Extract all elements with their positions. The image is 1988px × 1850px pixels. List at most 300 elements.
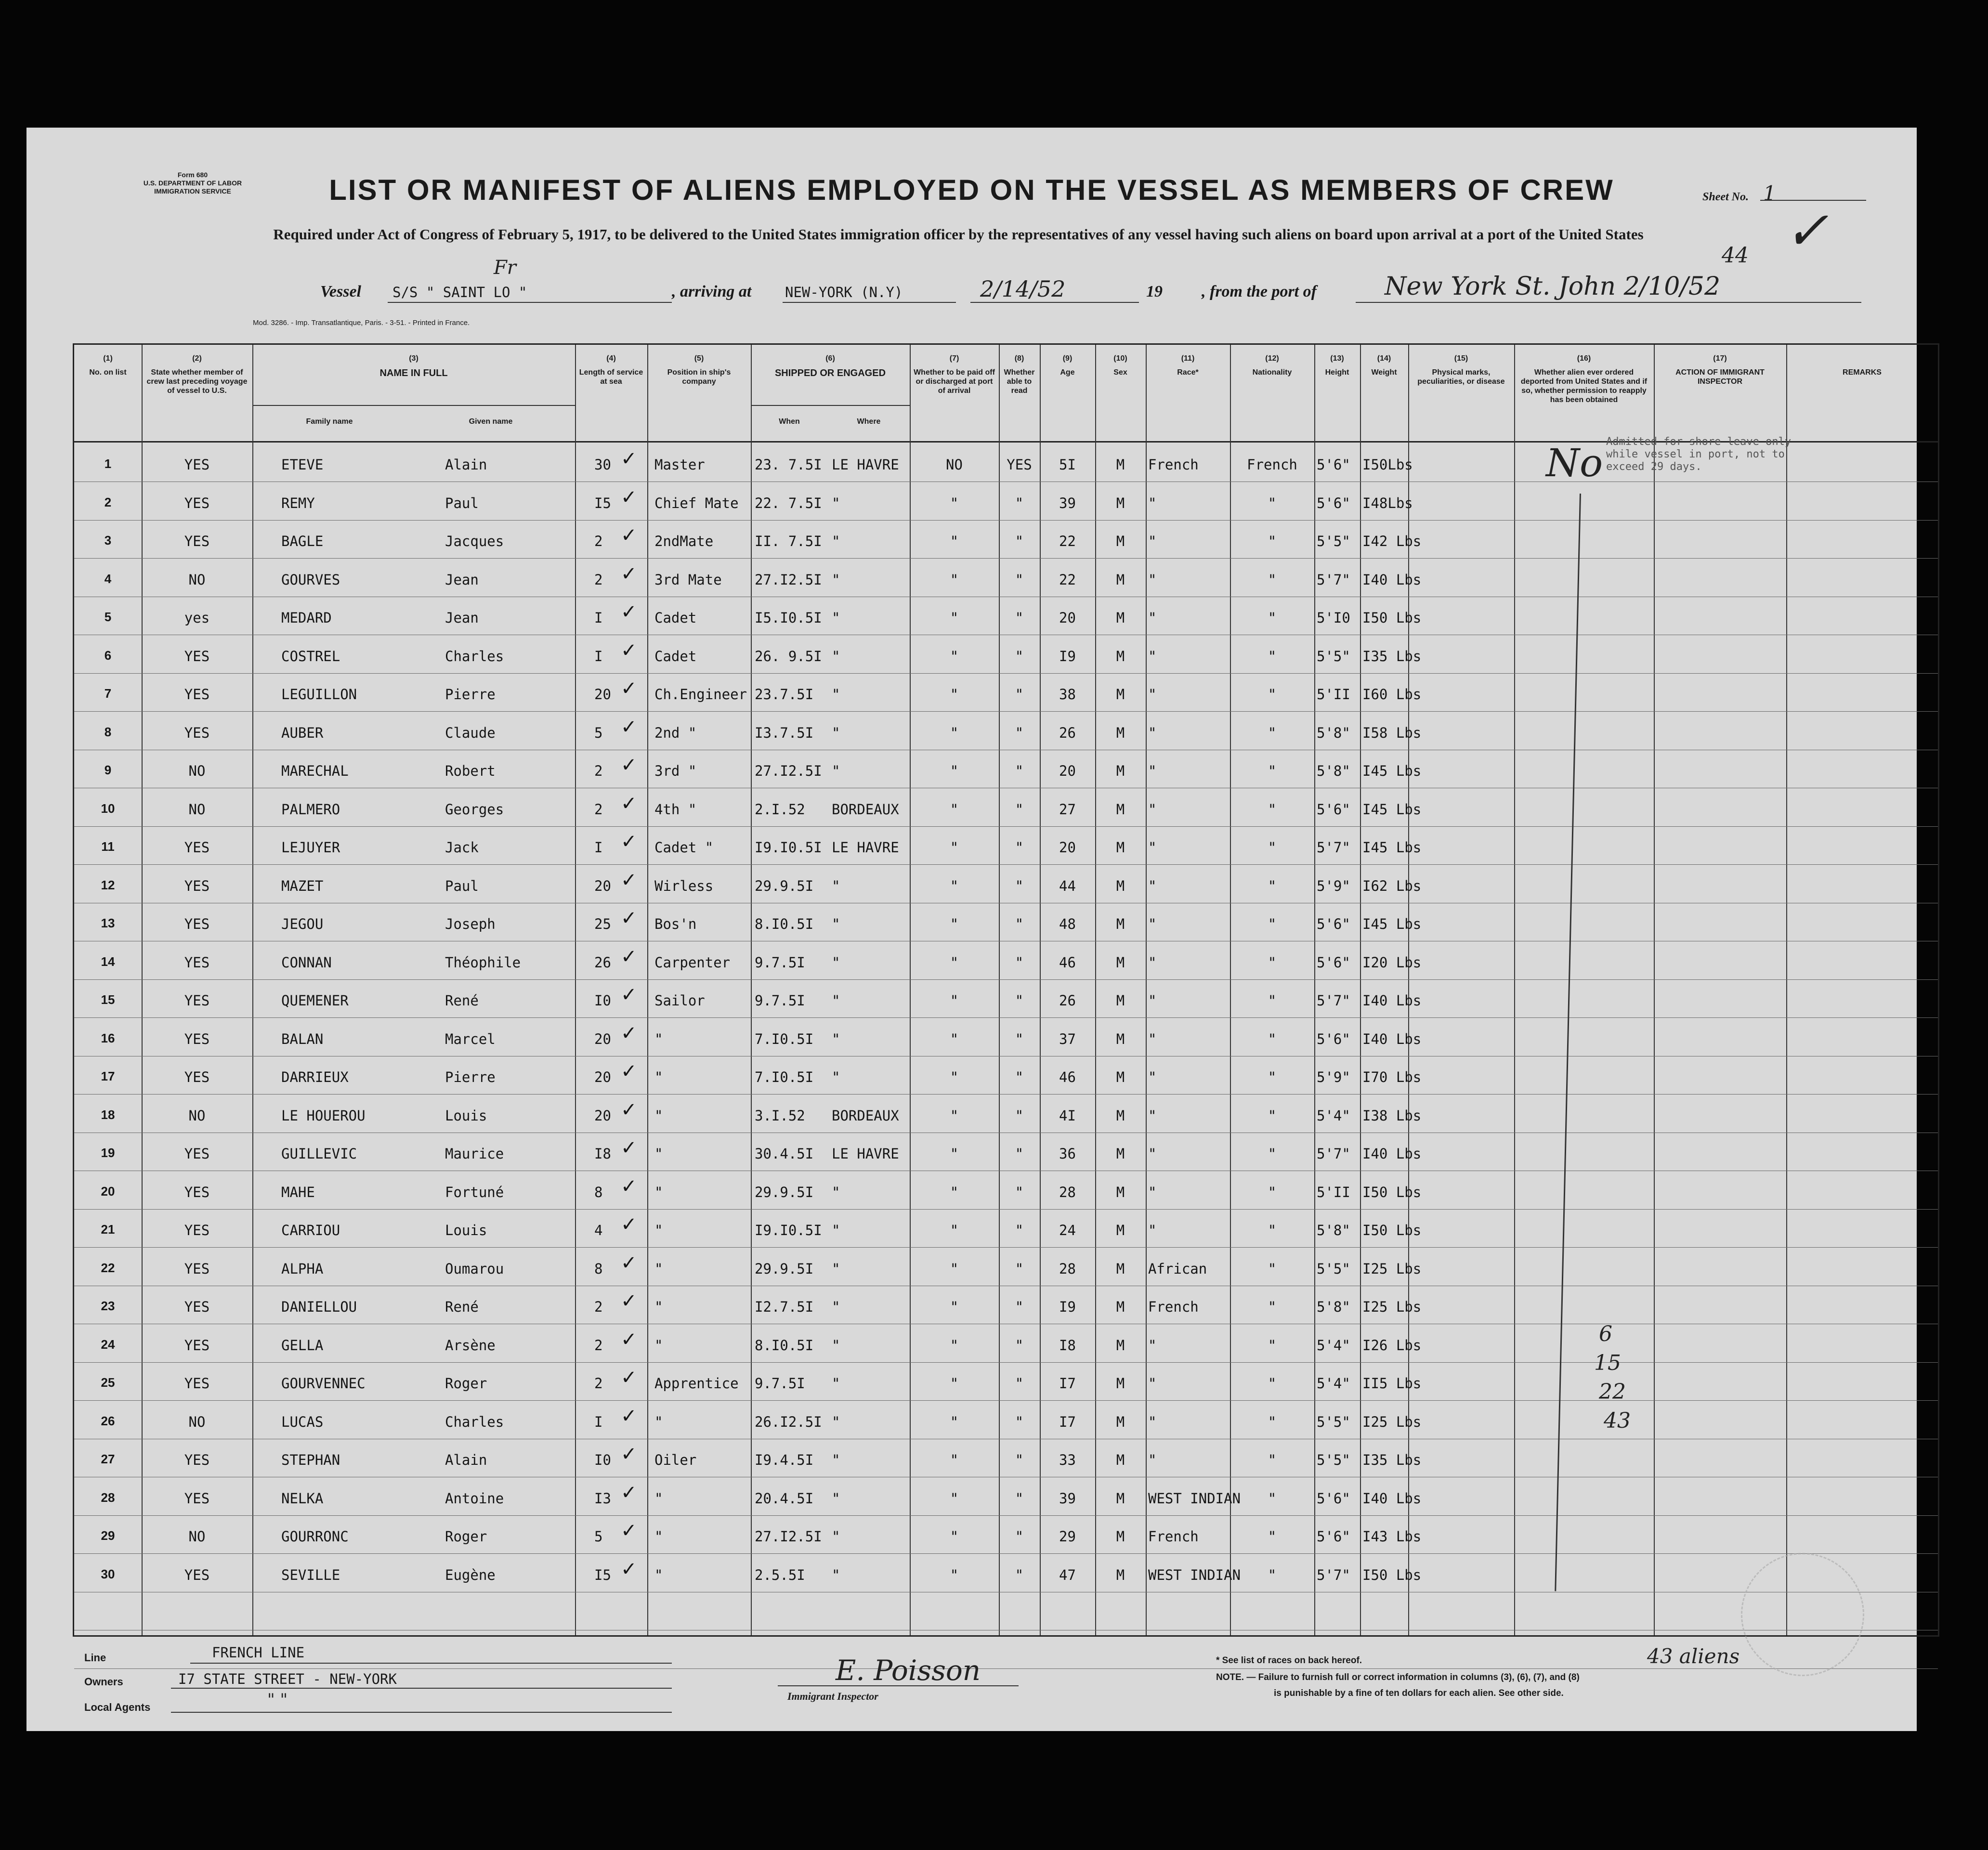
- cell-age: 20: [1059, 610, 1076, 626]
- cell-family: DANIELLOU: [281, 1299, 357, 1315]
- cell-where: ": [832, 724, 840, 741]
- cell-position: Apprentice: [654, 1375, 739, 1392]
- vessel-label: Vessel: [320, 283, 361, 300]
- cell-given: Antoine: [445, 1490, 504, 1507]
- cell-no: 21: [101, 1222, 115, 1237]
- tally-3: 22: [1599, 1380, 1626, 1404]
- cell-prev: NO: [188, 801, 206, 818]
- cell-height: 5'6": [1317, 916, 1350, 932]
- cell-age: 22: [1059, 571, 1076, 588]
- cell-position: Oiler: [654, 1452, 697, 1468]
- cell-no: 5: [104, 610, 112, 624]
- cell-nat: ": [1268, 1413, 1277, 1430]
- cell-family: GUILLEVIC: [281, 1146, 357, 1162]
- remarks-note: Admitted for shore leave only while vessel in port, not to exceed 29 days.: [1606, 436, 1792, 473]
- cell-age: 28: [1059, 1260, 1076, 1277]
- cell-service: 5: [594, 1528, 603, 1545]
- cell-where: ": [832, 954, 840, 971]
- column-number: (16): [1577, 354, 1591, 363]
- cell-weight: I25 Lbs: [1362, 1260, 1422, 1277]
- cell-paid: ": [950, 686, 959, 703]
- cell-race: ": [1148, 1107, 1157, 1124]
- cell-prev: YES: [184, 495, 210, 511]
- cell-prev: yes: [184, 610, 210, 626]
- cell-paid: ": [950, 1107, 959, 1124]
- cell-no: 9: [104, 763, 112, 777]
- cell-race: ": [1148, 877, 1157, 894]
- cell-race: ": [1148, 992, 1157, 1009]
- cell-when: 27.I2.5I: [755, 571, 822, 588]
- cell-nat: ": [1268, 763, 1277, 779]
- cell-given: Paul: [445, 877, 479, 894]
- cell-when: II. 7.5I: [755, 533, 822, 549]
- subtitle: Required under Act of Congress of February 5, 1917, to be delivered to the United States immigration officer by the representatives of any vessel having such aliens on board upon arrival at a port of the United States: [273, 226, 1644, 243]
- cell-family: NELKA: [281, 1490, 324, 1507]
- cell-position: Ch.Engineer: [654, 686, 747, 703]
- cell-service: I: [594, 1413, 603, 1430]
- row-rule: [74, 1515, 1938, 1516]
- column-divider: [252, 345, 253, 1635]
- cell-no: 2: [104, 495, 112, 509]
- cell-service: 25: [594, 916, 611, 932]
- check-mark: ✓: [621, 448, 637, 470]
- cell-sex: M: [1116, 686, 1125, 703]
- aliens-total: 43 aliens: [1647, 1644, 1740, 1668]
- cell-prev: YES: [184, 648, 210, 664]
- column-number: (5): [694, 354, 704, 363]
- cell-age: I9: [1059, 1299, 1076, 1315]
- cell-service: I8: [594, 1146, 611, 1162]
- cell-when: 8.I0.5I: [755, 1337, 814, 1354]
- cell-service: I: [594, 839, 603, 856]
- cell-position: 4th ": [654, 801, 697, 818]
- cell-sex: M: [1116, 1452, 1125, 1468]
- column-header: Weight: [1371, 368, 1397, 377]
- cell-position: ": [654, 1260, 663, 1277]
- cell-race: ": [1148, 724, 1157, 741]
- column-number: (6): [825, 354, 835, 363]
- cell-prev: YES: [184, 456, 210, 473]
- cell-service: 20: [594, 686, 611, 703]
- owners-underline: [171, 1688, 672, 1689]
- cell-service: 5: [594, 724, 603, 741]
- line-value: FRENCH LINE: [212, 1644, 305, 1661]
- cell-no: 29: [101, 1528, 115, 1543]
- cell-race: French: [1148, 456, 1199, 473]
- sheet-number: [1702, 182, 1776, 205]
- column-header: NAME IN FULL: [379, 368, 448, 378]
- cell-read: ": [1015, 1528, 1024, 1545]
- check-mark: ✓: [621, 639, 637, 662]
- cell-given: Pierre: [445, 686, 496, 703]
- cell-where: ": [832, 763, 840, 779]
- cell-weight: I25 Lbs: [1362, 1413, 1422, 1430]
- cell-height: 5'4": [1317, 1107, 1350, 1124]
- column-header: Whether alien ever ordered deported from United States and if so, whether permission to reapply has been obtained: [1520, 368, 1648, 404]
- cell-nat: ": [1268, 1146, 1277, 1162]
- cell-when: 9.7.5I: [755, 992, 805, 1009]
- cell-position: ": [654, 1490, 663, 1507]
- check-mark: ✓: [621, 562, 637, 585]
- cell-paid: ": [950, 1566, 959, 1583]
- row-rule: [74, 1400, 1938, 1401]
- cell-paid: ": [950, 1413, 959, 1430]
- cell-sex: M: [1116, 495, 1125, 511]
- cell-read: ": [1015, 1184, 1024, 1200]
- column-divider: [1146, 345, 1147, 1635]
- cell-when: 22. 7.5I: [755, 495, 822, 511]
- cell-age: 37: [1059, 1030, 1076, 1047]
- cell-where: ": [832, 1184, 840, 1200]
- cell-height: 5'4": [1317, 1375, 1350, 1392]
- cell-no: 13: [101, 916, 115, 930]
- cell-prev: YES: [184, 1452, 210, 1468]
- cell-when: 23. 7.5I: [755, 456, 822, 473]
- tally-4: 43: [1604, 1408, 1631, 1433]
- cell-nat: ": [1268, 801, 1277, 818]
- cell-family: LUCAS: [281, 1413, 324, 1430]
- check-mark: ✓: [621, 1558, 637, 1580]
- cell-position: ": [654, 1566, 663, 1583]
- cell-no: 30: [101, 1566, 115, 1581]
- cell-read: ": [1015, 763, 1024, 779]
- cell-service: 20: [594, 1030, 611, 1047]
- service-name: IMMIGRATION SERVICE: [154, 187, 231, 195]
- column-divider: [647, 345, 648, 1635]
- cell-weight: I38 Lbs: [1362, 1107, 1422, 1124]
- cell-prev: YES: [184, 533, 210, 549]
- cell-where: BORDEAUX: [832, 801, 899, 818]
- check-mark: ✓: [621, 1367, 637, 1389]
- cell-height: 5'7": [1317, 992, 1350, 1009]
- column-number: (10): [1113, 354, 1127, 363]
- cell-prev: YES: [184, 1146, 210, 1162]
- cell-no: 11: [101, 839, 115, 854]
- cell-position: ": [654, 1337, 663, 1354]
- cell-race: ": [1148, 1375, 1157, 1392]
- cell-given: Alain: [445, 1452, 487, 1468]
- column-number: (8): [1014, 354, 1024, 363]
- row-rule: [74, 1553, 1938, 1554]
- check-mark: ✓: [621, 1443, 637, 1465]
- cell-prev: YES: [184, 1222, 210, 1238]
- cell-paid: ": [950, 1146, 959, 1162]
- tally-2: 15: [1594, 1351, 1621, 1375]
- cell-no: 3: [104, 533, 112, 547]
- check-mark: ✓: [621, 831, 637, 853]
- cell-paid: ": [950, 1375, 959, 1392]
- column-header: SHIPPED OR ENGAGED: [774, 368, 886, 378]
- cell-prev: NO: [188, 1107, 206, 1124]
- cell-race: ": [1148, 1337, 1157, 1354]
- cell-where: ": [832, 916, 840, 932]
- cell-paid: ": [950, 877, 959, 894]
- cell-read: ": [1015, 610, 1024, 626]
- cell-no: 23: [101, 1299, 115, 1313]
- cell-sex: M: [1116, 763, 1125, 779]
- cell-race: ": [1148, 648, 1157, 664]
- cell-height: 5'5": [1317, 1413, 1350, 1430]
- cell-family: GOURRONC: [281, 1528, 349, 1545]
- cell-family: AUBER: [281, 724, 324, 741]
- cell-where: ": [832, 1413, 840, 1430]
- cell-read: ": [1015, 648, 1024, 664]
- cell-race: French: [1148, 1299, 1199, 1315]
- manifest-sheet: [26, 128, 1917, 1731]
- cell-read: ": [1015, 1566, 1024, 1583]
- tally-1: 6: [1599, 1322, 1612, 1346]
- column-header: ACTION OF IMMIGRANT INSPECTOR: [1675, 368, 1765, 386]
- cell-no: 14: [101, 954, 115, 969]
- cell-race: ": [1148, 916, 1157, 932]
- arriving-value: NEW-YORK (N.Y): [785, 284, 903, 300]
- cell-read: ": [1015, 839, 1024, 856]
- cell-given: Marcel: [445, 1030, 496, 1047]
- cell-family: LEJUYER: [281, 839, 340, 856]
- cell-age: 28: [1059, 1184, 1076, 1200]
- cell-nat: ": [1268, 533, 1277, 549]
- cell-service: I: [594, 610, 603, 626]
- cell-no: 28: [101, 1490, 115, 1505]
- cell-age: 4I: [1059, 1107, 1076, 1124]
- cell-height: 5'6": [1317, 495, 1350, 511]
- cell-where: ": [832, 1566, 840, 1583]
- cell-family: MAZET: [281, 877, 324, 894]
- cell-family: COSTREL: [281, 648, 340, 664]
- cell-given: Théophile: [445, 954, 521, 971]
- cell-given: Robert: [445, 763, 496, 779]
- cell-read: ": [1015, 916, 1024, 932]
- cell-when: 30.4.5I: [755, 1146, 814, 1162]
- cell-sex: M: [1116, 724, 1125, 741]
- row-rule: [74, 1247, 1938, 1248]
- cell-family: PALMERO: [281, 801, 340, 818]
- cell-position: Cadet: [654, 648, 697, 664]
- cell-height: 5'8": [1317, 724, 1350, 741]
- cell-read: ": [1015, 1146, 1024, 1162]
- vessel-flag-note: Fr: [494, 257, 516, 279]
- inspector-signature: E. Poisson: [836, 1654, 981, 1687]
- cell-race: French: [1148, 1528, 1199, 1545]
- cell-age: I7: [1059, 1375, 1076, 1392]
- cell-read: ": [1015, 954, 1024, 971]
- cell-where: LE HAVRE: [832, 456, 899, 473]
- cell-height: 5'6": [1317, 954, 1350, 971]
- cell-race: ": [1148, 1413, 1157, 1430]
- column-number: (12): [1265, 354, 1279, 363]
- cell-position: ": [654, 1413, 663, 1430]
- cell-given: Eugène: [445, 1566, 496, 1583]
- cell-weight: I35 Lbs: [1362, 1452, 1422, 1468]
- line-label: Line: [84, 1652, 106, 1664]
- cell-height: 5'I0: [1317, 610, 1350, 626]
- cell-given: Charles: [445, 648, 504, 664]
- cell-sex: M: [1116, 610, 1125, 626]
- cell-family: LE HOUEROU: [281, 1107, 366, 1124]
- cell-age: 29: [1059, 1528, 1076, 1545]
- cell-read: ": [1015, 1337, 1024, 1354]
- vessel-underline: [388, 302, 672, 303]
- cell-family: MAHE: [281, 1184, 315, 1200]
- cell-family: JEGOU: [281, 916, 324, 932]
- cell-nat: ": [1268, 1299, 1277, 1315]
- cell-age: 38: [1059, 686, 1076, 703]
- cell-given: Oumarou: [445, 1260, 504, 1277]
- cell-race: ": [1148, 533, 1157, 549]
- row-rule: [74, 558, 1938, 559]
- column-divider: [1314, 345, 1315, 1635]
- cell-when: 23.7.5I: [755, 686, 814, 703]
- cell-height: 5'9": [1317, 1069, 1350, 1085]
- cell-height: 5'7": [1317, 1146, 1350, 1162]
- from-port-value: New York St. John 2/10/52: [1385, 272, 1721, 301]
- cell-prev: YES: [184, 1375, 210, 1392]
- cell-weight: I50 Lbs: [1362, 1222, 1422, 1238]
- cell-height: 5'6": [1317, 1528, 1350, 1545]
- check-mark: ✓: [621, 524, 637, 547]
- column-number: (1): [103, 354, 113, 363]
- cell-height: 5'6": [1317, 801, 1350, 818]
- column-header: Sex: [1113, 368, 1127, 377]
- cell-position: Master: [654, 456, 705, 473]
- cell-service: 20: [594, 1069, 611, 1085]
- cell-nat: ": [1268, 839, 1277, 856]
- cell-prev: NO: [188, 763, 206, 779]
- cell-family: STEPHAN: [281, 1452, 340, 1468]
- column-header: Nationality: [1252, 368, 1292, 377]
- cell-height: 5'8": [1317, 763, 1350, 779]
- cell-family: MARECHAL: [281, 763, 349, 779]
- row-rule: [74, 1668, 1938, 1669]
- cell-position: Wirless: [654, 877, 714, 894]
- cell-paid: ": [950, 571, 959, 588]
- cell-sex: M: [1116, 916, 1125, 932]
- cell-when: 26. 9.5I: [755, 648, 822, 664]
- cell-paid: ": [950, 610, 959, 626]
- cell-prev: NO: [188, 571, 206, 588]
- cell-read: ": [1015, 533, 1024, 549]
- cell-where: ": [832, 1222, 840, 1238]
- check-mark: ✓: [621, 1481, 637, 1504]
- cell-read: ": [1015, 801, 1024, 818]
- column-header: Race*: [1177, 368, 1199, 377]
- cell-family: GELLA: [281, 1337, 324, 1354]
- cell-given: Arsène: [445, 1337, 496, 1354]
- column-header: Length of service at sea: [579, 368, 643, 386]
- check-mark: ✓: [621, 1251, 637, 1274]
- cell-given: Maurice: [445, 1146, 504, 1162]
- check-mark: ✓: [621, 907, 637, 929]
- cell-race: ": [1148, 610, 1157, 626]
- cell-nat: ": [1268, 1184, 1277, 1200]
- crew-table: [73, 343, 1939, 1637]
- cell-where: LE HAVRE: [832, 1146, 899, 1162]
- cell-read: ": [1015, 724, 1024, 741]
- cell-sex: M: [1116, 839, 1125, 856]
- cell-race: ": [1148, 954, 1157, 971]
- cell-paid: ": [950, 839, 959, 856]
- check-mark: ✓: [621, 1328, 637, 1351]
- cell-position: ": [654, 1528, 663, 1545]
- cell-nat: ": [1268, 1528, 1277, 1545]
- cell-where: LE HAVRE: [832, 839, 899, 856]
- cell-age: 26: [1059, 724, 1076, 741]
- cell-when: 29.9.5I: [755, 877, 814, 894]
- row-rule: [74, 673, 1938, 674]
- cell-prev: NO: [188, 1528, 206, 1545]
- cell-position: 2nd ": [654, 724, 697, 741]
- check-mark: ✓: [621, 1520, 637, 1542]
- cell-position: ": [654, 1184, 663, 1200]
- cell-sex: M: [1116, 533, 1125, 549]
- row-rule: [74, 1362, 1938, 1363]
- arrival-date: 2/14/52: [980, 276, 1066, 302]
- cell-given: Roger: [445, 1528, 487, 1545]
- cell-paid: ": [950, 916, 959, 932]
- column-number: (14): [1377, 354, 1391, 363]
- cell-sex: M: [1116, 1107, 1125, 1124]
- cell-height: 5'7": [1317, 571, 1350, 588]
- cell-given: Fortuné: [445, 1184, 504, 1200]
- cell-family: GOURVENNEC: [281, 1375, 366, 1392]
- cell-no: 17: [101, 1069, 115, 1083]
- agents-underline: [171, 1712, 672, 1713]
- cell-where: ": [832, 610, 840, 626]
- cell-service: 20: [594, 877, 611, 894]
- cell-paid: ": [950, 1222, 959, 1238]
- cell-when: I9.I0.5I: [755, 839, 822, 856]
- cell-height: 5'6": [1317, 1490, 1350, 1507]
- cell-weight: I48Lbs: [1362, 495, 1413, 511]
- cell-where: ": [832, 648, 840, 664]
- cell-sex: M: [1116, 1528, 1125, 1545]
- sheet-number-label: Sheet No.: [1702, 191, 1749, 203]
- cell-prev: YES: [184, 1069, 210, 1085]
- column-subheader: Family name: [306, 417, 353, 426]
- cell-sex: M: [1116, 1337, 1125, 1354]
- cell-given: Louis: [445, 1107, 487, 1124]
- row-rule: [74, 864, 1938, 865]
- cell-prev: NO: [188, 1413, 206, 1430]
- cell-age: 26: [1059, 992, 1076, 1009]
- cell-read: ": [1015, 1490, 1024, 1507]
- cell-weight: I45 Lbs: [1362, 916, 1422, 932]
- inspector-label: Immigrant Inspector: [787, 1690, 878, 1702]
- sheet-number-value: 1: [1763, 182, 1776, 205]
- cell-given: Louis: [445, 1222, 487, 1238]
- column-divider: [1514, 345, 1515, 1635]
- cell-no: 16: [101, 1030, 115, 1045]
- agents-label: Local Agents: [84, 1701, 151, 1713]
- cell-when: I9.4.5I: [755, 1452, 814, 1468]
- cell-service: I: [594, 648, 603, 664]
- cell-nat: ": [1268, 916, 1277, 932]
- cell-read: ": [1015, 1260, 1024, 1277]
- cell-race: African: [1148, 1260, 1207, 1277]
- inspection-stamp: [1741, 1553, 1864, 1676]
- cell-race: ": [1148, 1452, 1157, 1468]
- cell-position: ": [654, 1030, 663, 1047]
- cell-position: ": [654, 1146, 663, 1162]
- cell-no: 19: [101, 1146, 115, 1160]
- cell-sex: M: [1116, 456, 1125, 473]
- cell-weight: I45 Lbs: [1362, 839, 1422, 856]
- cell-paid: ": [950, 724, 959, 741]
- cell-height: 5'7": [1317, 1566, 1350, 1583]
- column-number: (15): [1454, 354, 1468, 363]
- cell-age: 24: [1059, 1222, 1076, 1238]
- cell-no: 7: [104, 686, 112, 701]
